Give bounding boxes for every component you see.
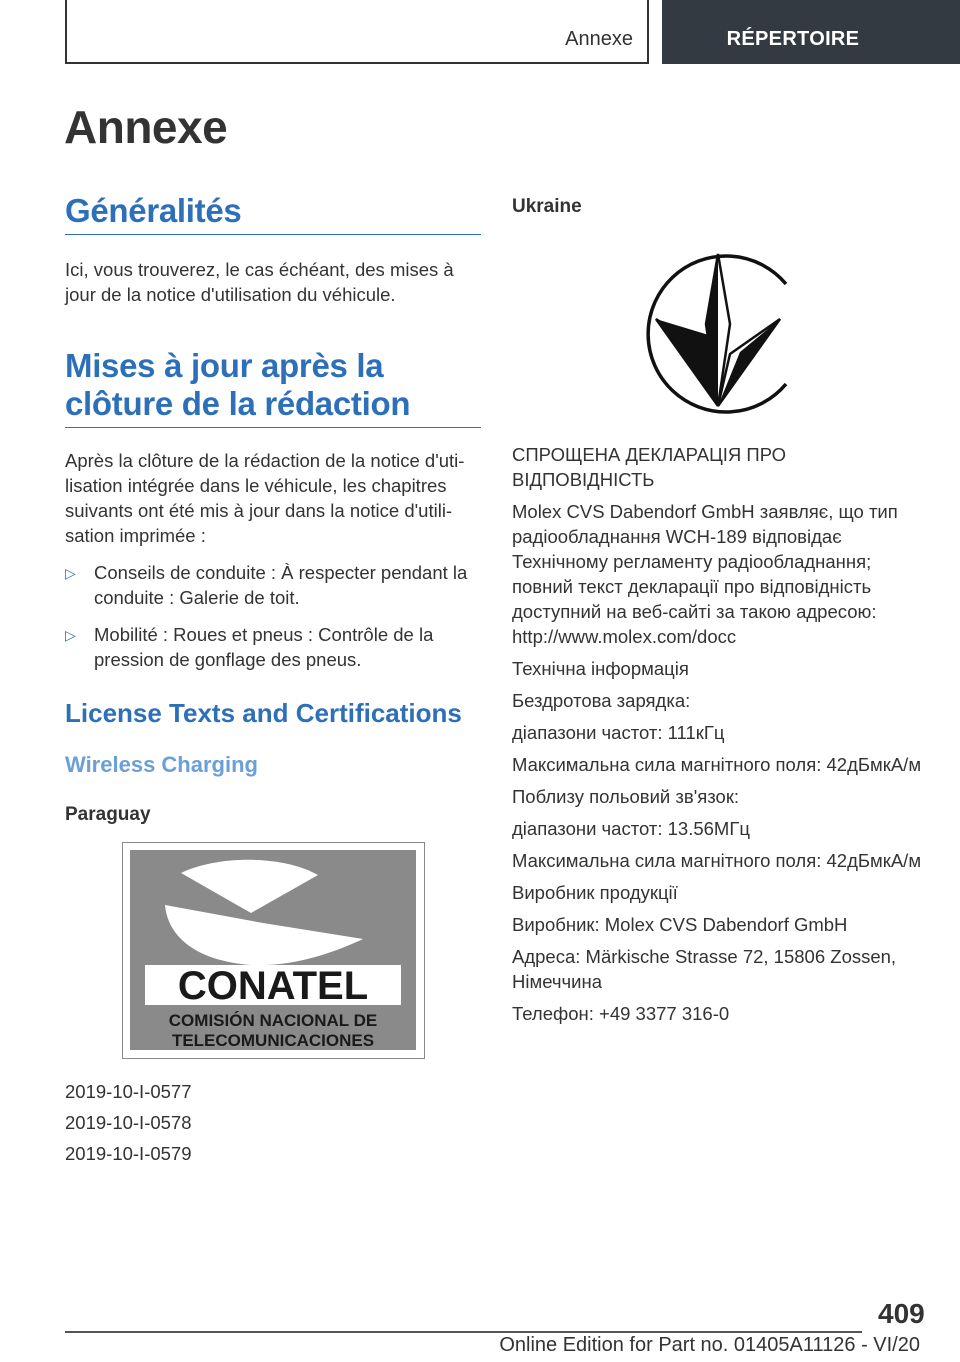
footer-edition: Online Edition for Part no. 01405A11126 - VI/20 [499, 1334, 920, 1356]
certification-code: 2019-10-I-0577 [65, 1081, 192, 1102]
left-column [65, 192, 481, 1166]
heading-updates [65, 347, 481, 428]
certification-code: 2019-10-I-0579 [65, 1143, 192, 1164]
conatel-line2: TELECOMUNICACIONES [171, 1031, 375, 1050]
declaration-line: діапазони частот: 111кГц [512, 722, 725, 743]
declaration-line: Адреса: Märkische Strasse 72, 15806 Zossen, Німеччина [512, 946, 897, 992]
heading-wireless-charging: Wireless Charging [65, 752, 258, 777]
page-title: Annexe [64, 101, 228, 153]
declaration-line: діапазони частот: 13.56МГц [512, 818, 750, 839]
declaration-line: СПРОЩЕНА ДЕКЛАРАЦІЯ ПРО ВІДПОВІДНІСТЬ [512, 444, 787, 490]
country-paraguay: Paraguay [65, 804, 151, 825]
heading-updates-line2: clôture de la rédaction [65, 385, 411, 422]
updates-text-line4: sation imprimée : [65, 525, 206, 546]
declaration-line: Molex CVS Dabendorf GmbH заявляє, що тип радіообладнання WCH-189 відповідає Технічному регламенту радіообладнання; повний текст декларації про відповідність доступний на веб-сайті за такою адресою: http://www.molex.com/docc [512, 501, 898, 647]
declaration-line: Бездротова зарядка: [512, 690, 691, 711]
index-tab-label: RÉPERTOIRE [726, 28, 860, 50]
updates-text-line2: lisation intégrée dans le véhicule, les chapitres [65, 475, 447, 496]
declaration-line: Виробник: Molex CVS Dabendorf GmbH [512, 914, 848, 935]
section-tab[interactable] [65, 0, 649, 64]
heading-license: License Texts and Certifications [65, 698, 462, 728]
triangle-bullet-icon: ▷ [65, 565, 76, 581]
conatel-logo-graphic [123, 843, 423, 1057]
list-item[interactable]: ▷ Mobilité : Roues et pneus : Contrôle de la pression de gonflage des pneus. [65, 624, 434, 670]
list-item[interactable]: ▷ Conseils de conduite : À respecter pendant la conduite : Galerie de toit. [65, 562, 468, 608]
ukraine-conformity-mark-icon [638, 244, 798, 424]
updates-list [65, 560, 481, 672]
certification-code: 2019-10-I-0578 [65, 1112, 192, 1133]
conatel-wordmark: CONATEL [177, 964, 369, 1008]
conatel-line1: COMISIÓN NACIONAL DE [168, 1011, 378, 1030]
section-tab-label: Annexe [565, 28, 633, 50]
conatel-logo [122, 842, 425, 1059]
triangle-bullet-icon: ▷ [65, 627, 76, 643]
footer-divider [65, 1331, 862, 1333]
declaration-line: Виробник продукції [512, 882, 678, 903]
certification-codes [65, 1079, 481, 1166]
updates-text-line1: Après la clôture de la rédaction de la notice d'uti- [65, 450, 465, 471]
updates-text [65, 448, 481, 548]
heading-updates-line1: Mises à jour après la [65, 347, 384, 384]
page-number: 409 [878, 1298, 925, 1329]
heading-generalites: Généralités [65, 192, 481, 235]
country-ukraine: Ukraine [512, 196, 582, 217]
right-column [512, 196, 922, 1033]
declaration-line: Телефон: +49 3377 316-0 [512, 1003, 730, 1024]
index-tab[interactable] [662, 0, 960, 64]
declaration-line: Максимальна сила магнітного поля: 42дБмкА/м [512, 850, 922, 871]
declaration-line: Максимальна сила магнітного поля: 42дБмкА/м [512, 754, 922, 775]
generalites-text: Ici, vous trouverez, le cas échéant, des mises à jour de la notice d'utilisation du véhicule. [65, 259, 454, 305]
declaration-line: Технічна інформація [512, 658, 689, 679]
updates-text-line3: suivants ont été mis à jour dans la notice d'utili- [65, 500, 453, 521]
declaration-line: Поблизу польовий зв'язок: [512, 786, 740, 807]
ukraine-declaration [512, 442, 922, 1026]
